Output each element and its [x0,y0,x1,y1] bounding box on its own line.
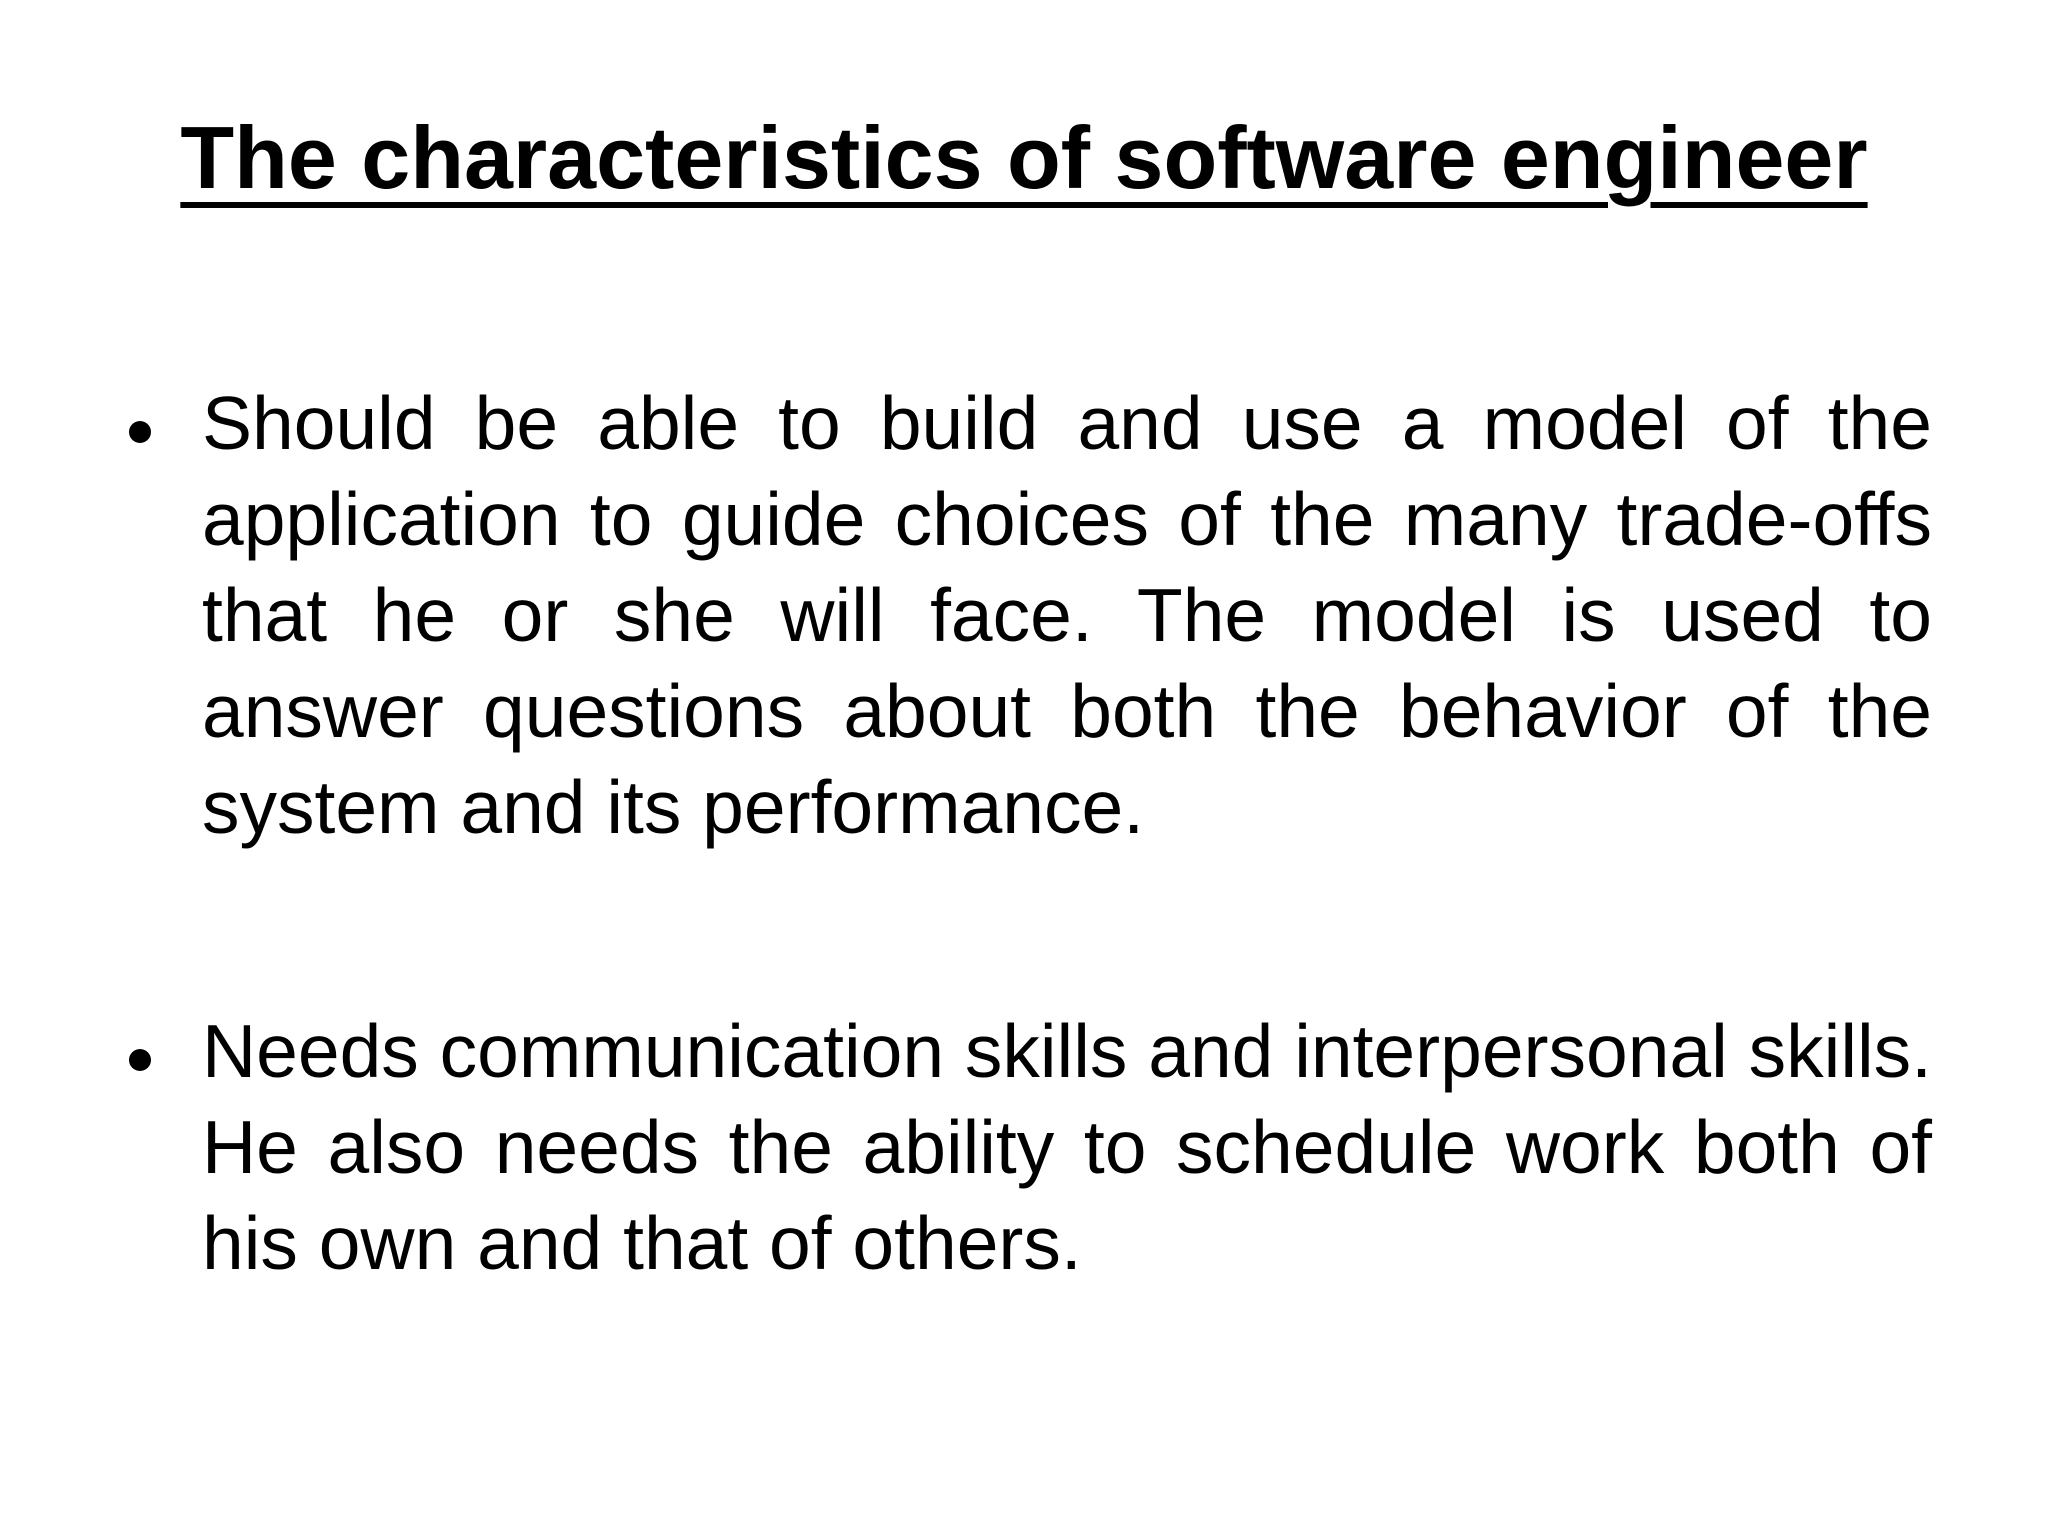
bullet-text-model: Should be able to build and use a model of the application to guide choices of the many trade-offs that he or she will face. The model is used to answer questions about both the behavior of the system and its performance. [202,381,1932,849]
bullet-icon [129,421,151,443]
bullet-text-communication: Needs communication skills and interpersonal skills. He also needs the ability to schedule work both of his own and that of others. [202,1009,1932,1285]
bullet-icon [129,1049,151,1071]
page-title: The characteristics of software engineer [180,108,1868,207]
